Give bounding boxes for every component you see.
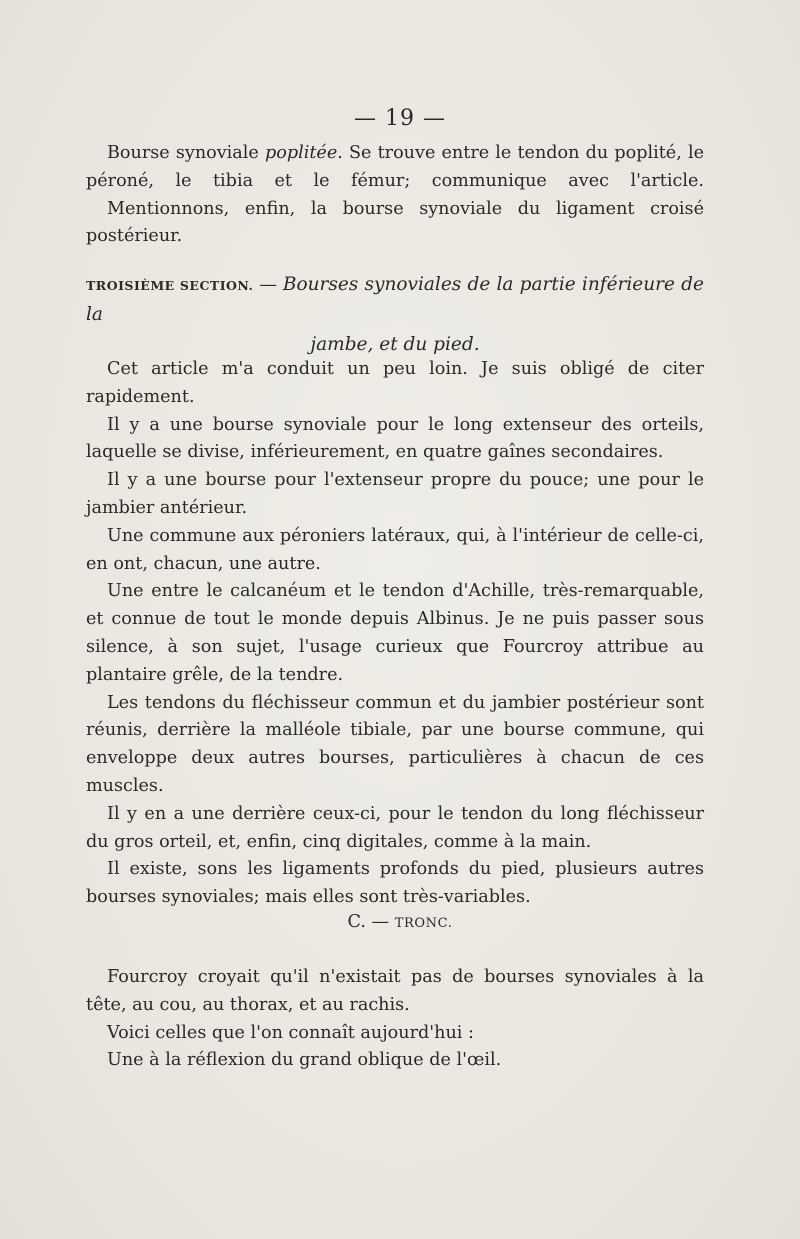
subsection-heading-tronc	[0, 912, 800, 932]
paragraph-7: Il y en a une derrière ceux-ci, pour le tendon du long fléchisseur du gros orteil, et, enfin, cinq digitales, comme à la main.	[86, 803, 704, 852]
paragraph-poplitee-start: Bourse synoviale	[107, 143, 265, 163]
tronc-body-block	[86, 964, 704, 1075]
tronc-paragraph-1: Fourcroy croyait qu'il n'existait pas de bourses synoviales à la tête, au cou, au thorax, et au rachis.	[86, 967, 704, 1015]
top-text-block	[86, 140, 704, 251]
italic-term-poplitee: poplitée	[264, 143, 338, 163]
tronc-paragraph-3: Une à la réflexion du grand oblique de l'œil.	[107, 1050, 502, 1071]
tronc-paragraph-2: Voici celles que l'on connaît aujourd'hui :	[107, 1022, 474, 1043]
paragraph-5: Une entre le calcanéum et le tendon d'Achille, très-remarquable, et connue de tout le monde depuis Albinus. Je ne puis passer sous silence, à son sujet, l'usage curieux que Fourcroy attribue au plantaire grêle, de la tendre.	[86, 581, 704, 685]
page-number: — 19 —	[354, 106, 446, 131]
subsection-prefix: C. —	[347, 912, 395, 932]
paragraph-2: Il y a une bourse synoviale pour le long extenseur des orteils, laquelle se divise, inférieurement, en quatre gaînes secondaires.	[86, 414, 704, 463]
section-label: TROISIÈME SECTION.	[86, 278, 254, 293]
paragraph-ligament-croise: Mentionnons, enfin, la bourse synoviale du ligament croisé postérieur.	[86, 198, 704, 247]
paragraph-4: Une commune aux péroniers latéraux, qui, à l'intérieur de celle-ci, en ont, chacun, une autre.	[86, 525, 704, 574]
section-dash: —	[253, 275, 283, 295]
section-title-line-1: Bourses synoviales de la partie inférieure de la	[86, 274, 704, 325]
paragraph-8: Il existe, sons les ligaments profonds du pied, plusieurs autres bourses synoviales; mais elles sont très-variables.	[86, 859, 704, 908]
section-heading-line-1	[86, 270, 704, 330]
section-heading	[86, 270, 704, 360]
paragraph-1: Cet article m'a conduit un peu loin. Je suis obligé de citer rapidement.	[86, 359, 704, 407]
section-title-line-2: jambe, et du pied.	[310, 334, 480, 355]
paragraph-poplitee-end: . Se trouve entre le tendon du poplité, le péroné, le tibia et le fémur; communique avec l'article.	[86, 143, 704, 191]
paragraph-3: Il y a une bourse pour l'extenseur propre du pouce; une pour le jambier antérieur.	[86, 470, 704, 518]
paragraph-poplitee	[86, 140, 704, 196]
section-body-block	[86, 356, 704, 912]
paragraph-6: Les tendons du fléchisseur commun et du jambier postérieur sont réunis, derrière la malléole tibiale, par une bourse commune, qui enveloppe deux autres bourses, particulières à chacun de ces muscles.	[86, 692, 704, 796]
subsection-title: TRONC.	[394, 916, 453, 931]
